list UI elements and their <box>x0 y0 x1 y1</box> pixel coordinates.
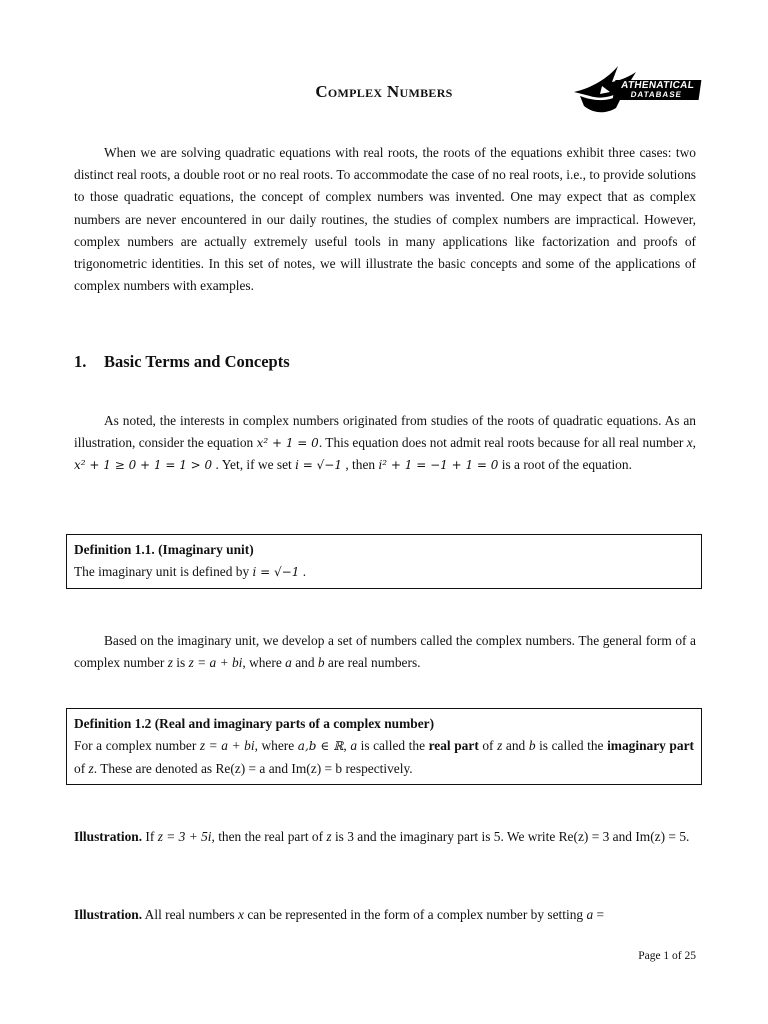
illustration-1 <box>74 826 696 848</box>
text: . <box>686 829 690 844</box>
page-title: Complex Numbers <box>315 82 453 101</box>
real-membership: a,b ∈ ℝ <box>297 739 344 753</box>
text: Based on the imaginary unit, we develop a set of numbers called the complex numbers. The general form of a complex number <box>74 633 696 671</box>
variable-z: z <box>326 829 332 844</box>
text: is called the <box>357 738 429 753</box>
text: is 3 and the imaginary part is 5. We write <box>331 829 559 844</box>
logo-line1: ATHENATICAL <box>620 80 695 91</box>
text: If <box>142 829 158 844</box>
text: of <box>74 760 89 776</box>
im-value: Im(z) = 5 <box>635 829 687 844</box>
text: , where <box>242 655 286 671</box>
definition-title: Definition 1.1. (Imaginary unit) <box>74 542 254 557</box>
text: . <box>299 564 307 579</box>
variable-a: a <box>350 738 358 753</box>
section-heading <box>74 352 290 372</box>
text: and <box>502 738 529 753</box>
text: All real numbers <box>142 907 239 922</box>
text: . These are denoted as <box>93 760 216 776</box>
text: is <box>172 655 189 671</box>
text: and <box>609 829 636 844</box>
text: , where <box>254 738 298 753</box>
equation-x2-plus-1: x² + 1 = 0 <box>256 436 319 451</box>
illustration-2 <box>74 904 696 926</box>
definition-body <box>74 735 694 780</box>
illustration-label: Illustration. <box>74 829 143 844</box>
complex-form: z = a + bi <box>188 655 243 671</box>
text: , <box>343 738 351 753</box>
logo-text <box>613 80 702 100</box>
page-number: Page 1 of 25 <box>638 950 696 962</box>
illustration-label: Illustration. <box>74 907 143 922</box>
text: of <box>478 738 498 753</box>
variable-z: z <box>88 760 94 776</box>
text: , then the real part of <box>211 829 327 844</box>
variable-a: a <box>586 907 594 922</box>
text: is called the <box>535 738 608 753</box>
re-notation: Re(z) = a <box>215 760 266 776</box>
logo-line2: DATABASE <box>630 90 683 99</box>
complex-form: z = a + bi <box>199 738 255 753</box>
definition-box-1-1 <box>66 534 702 589</box>
text: respectively. <box>342 760 413 776</box>
text: are real numbers. <box>324 655 421 671</box>
definition-box-1-2 <box>66 708 702 785</box>
variable-x: x <box>686 435 693 451</box>
variable-z: z <box>167 655 173 671</box>
text: and <box>265 760 292 776</box>
mathematical-database-logo <box>572 62 704 120</box>
text: As noted, the interests in complex numbers originated from studies of the roots of quadratic equations. As an illustration, consider the equation <box>74 413 696 451</box>
variable-x: x <box>238 907 244 922</box>
text: , then <box>341 457 379 473</box>
text: , <box>692 435 697 451</box>
text: . This equation does not admit real roots because for all real number <box>318 435 687 451</box>
section-number: 1. <box>74 352 87 371</box>
re-value: Re(z) = 3 <box>558 829 610 844</box>
inequality: x² + 1 ≥ 0 + 1 = 1 > 0 <box>74 458 213 473</box>
text: = <box>593 907 605 922</box>
text: . Yet, if we set <box>212 457 296 473</box>
equation-i-definition: i = √−1 <box>295 458 342 473</box>
definition-body <box>74 561 694 584</box>
imaginary-unit-formula: i = √−1 <box>252 565 300 579</box>
example-equation: z = 3 + 5i <box>157 829 212 844</box>
variable-a: a <box>285 655 292 671</box>
text: and <box>291 655 318 671</box>
text: For a complex number <box>74 738 200 753</box>
equation-i-squared: i² + 1 = −1 + 1 = 0 <box>378 458 499 473</box>
variable-z: z <box>497 738 503 753</box>
variable-b: b <box>528 738 536 753</box>
text: is a root of the equation. <box>498 457 632 473</box>
text: The imaginary unit is defined by <box>74 564 253 579</box>
paragraph-roots <box>74 410 696 477</box>
paragraph-complex-form <box>74 630 696 674</box>
term-imaginary-part: imaginary part <box>607 738 694 753</box>
im-notation: Im(z) = b <box>291 760 343 776</box>
section-title: Basic Terms and Concepts <box>104 352 290 371</box>
term-real-part: real part <box>428 738 479 753</box>
text: can be represented in the form of a complex number by setting <box>243 907 587 922</box>
intro-paragraph: When we are solving quadratic equations with real roots, the roots of the equations exhibit three cases: two distinct real roots, a double root or no real roots. To accommodate the case of no real roots, i.e., to provide solutions to those quadratic equations, the concept of complex numbers was invented. One may expect that as complex numbers are never encountered in our daily routines, the studies of complex numbers are impractical. However, complex numbers are actually extremely useful tools in many applications like factorization and proofs of trigonometric identities. In this set of notes, we will illustrate the basic concepts and some of the applications of complex numbers with examples. <box>74 145 696 294</box>
definition-title: Definition 1.2 (Real and imaginary parts of a complex number) <box>74 716 435 731</box>
variable-b: b <box>317 655 325 671</box>
